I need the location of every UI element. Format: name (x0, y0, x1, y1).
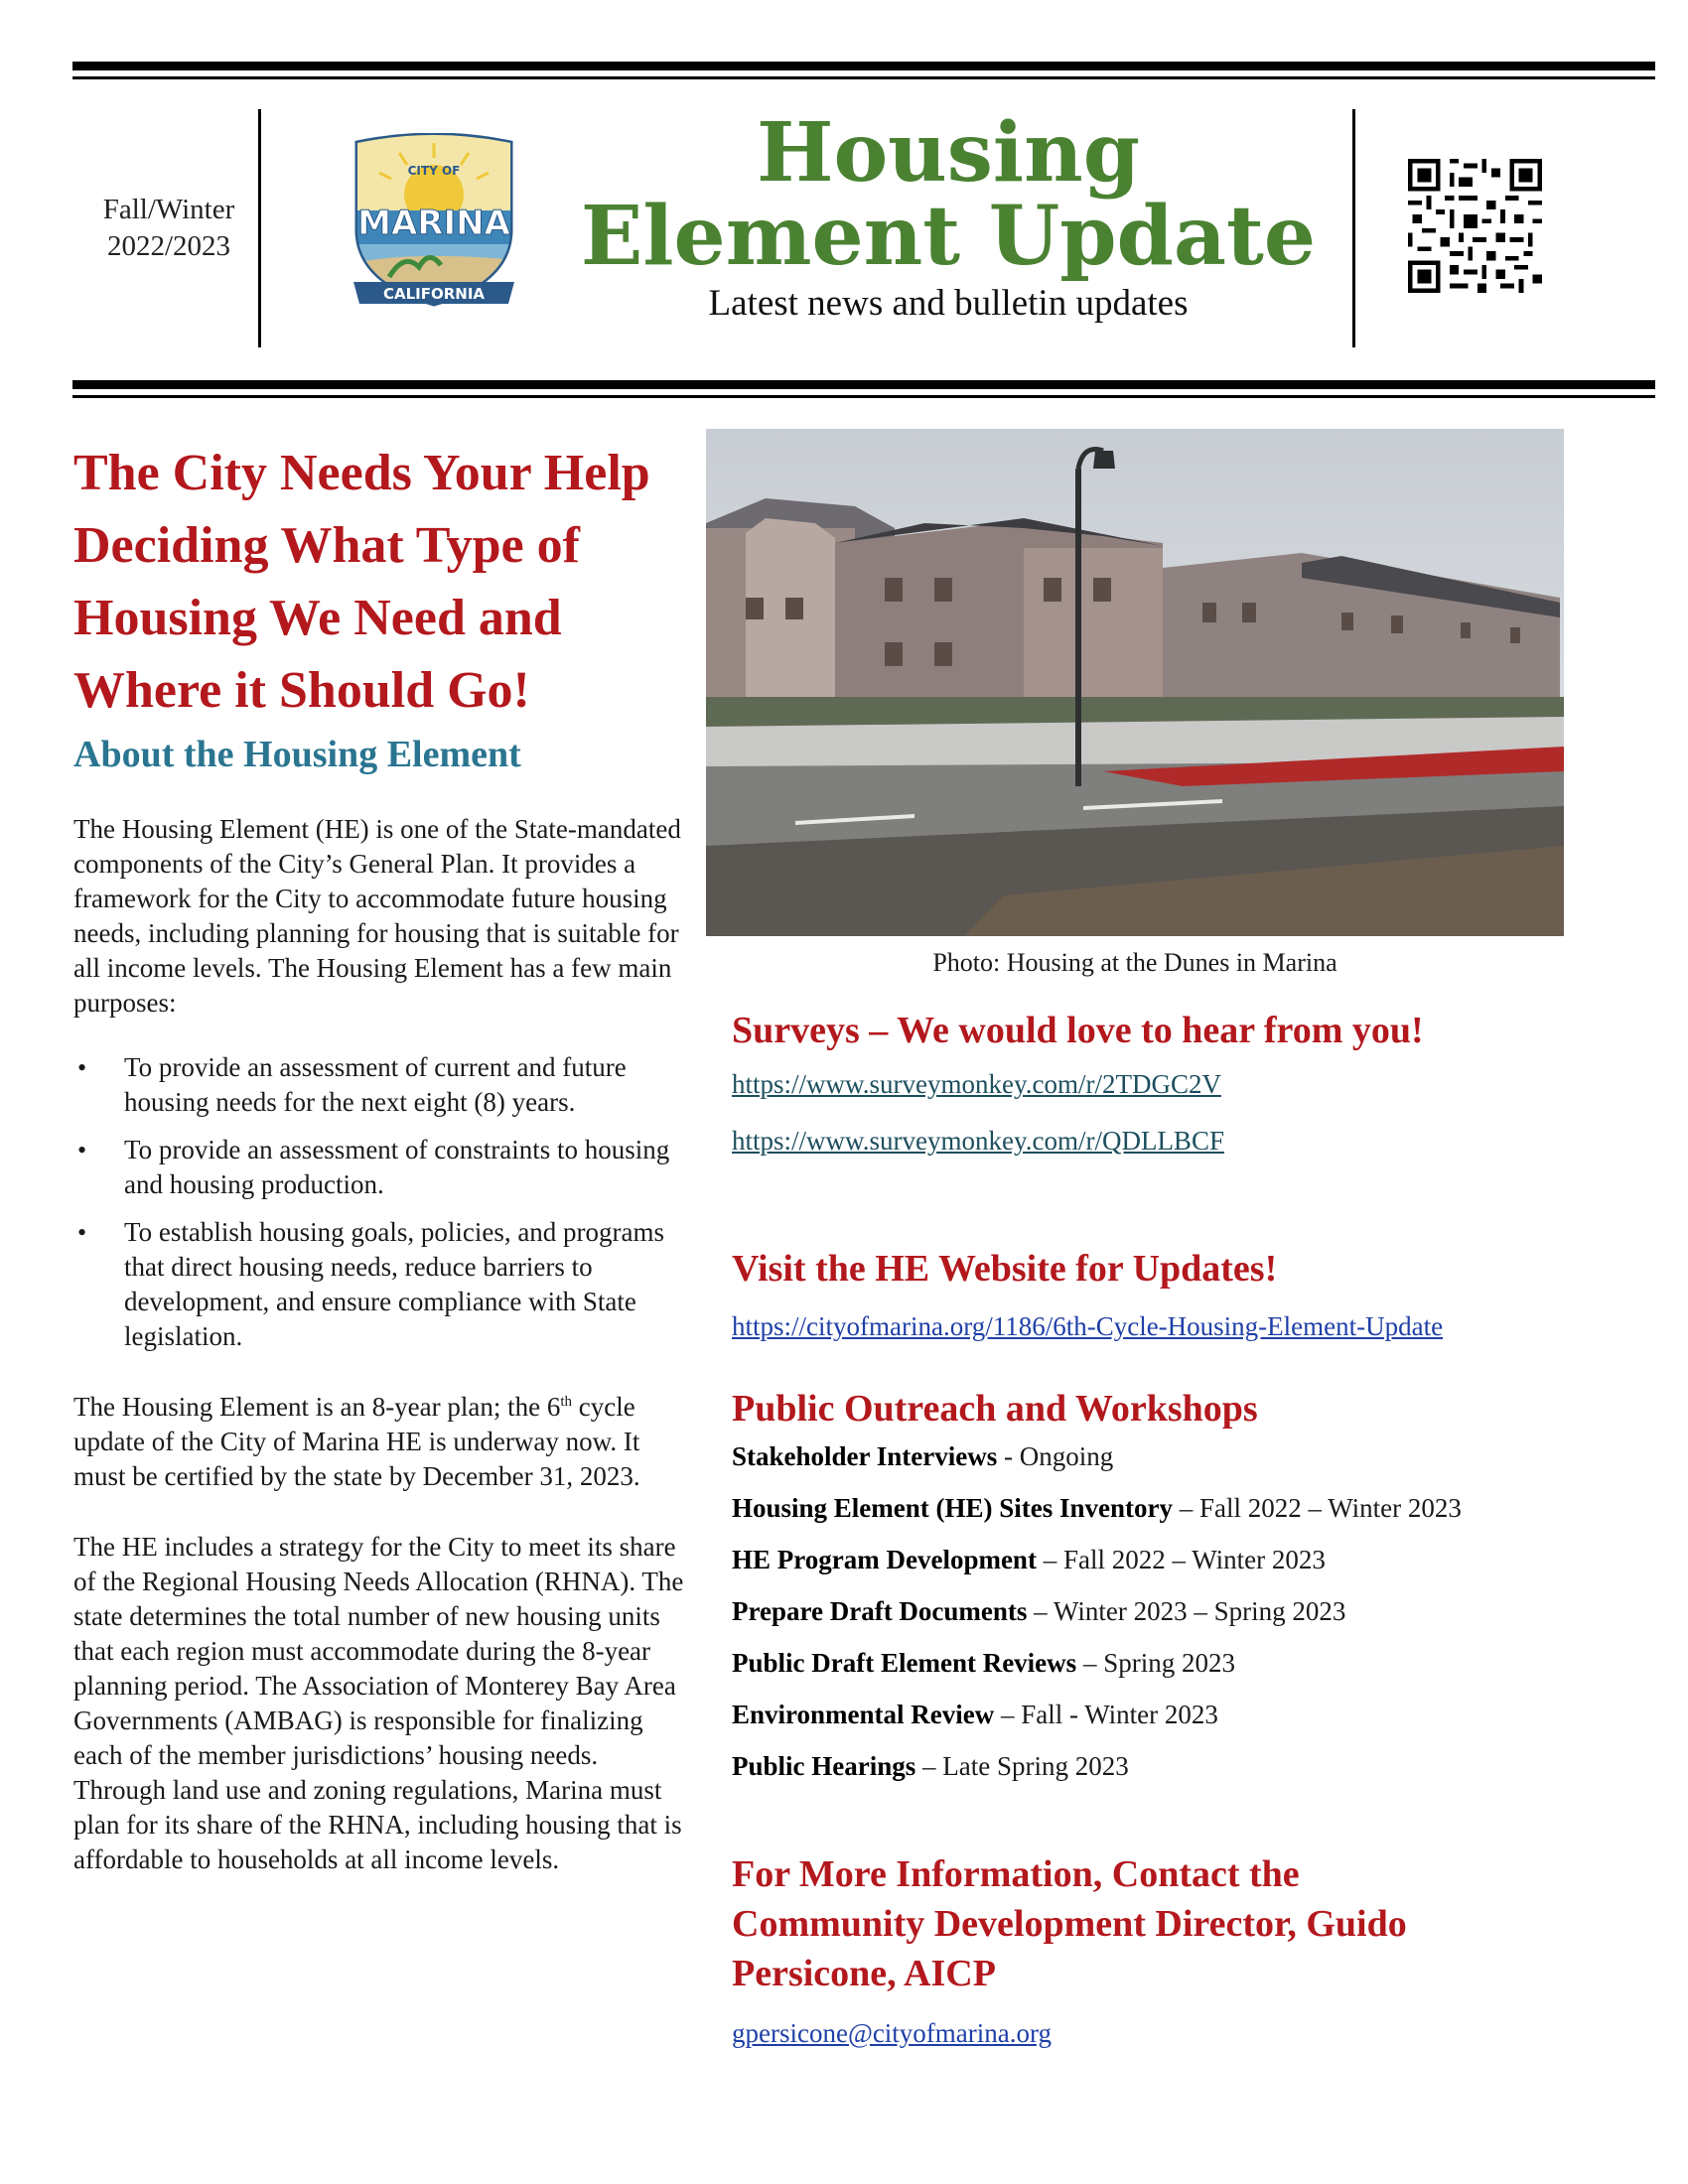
schedule-item: Prepare Draft Documents – Winter 2023 – Spring 2023 (732, 1596, 1346, 1626)
schedule-item: HE Program Development – Fall 2022 – Winter 2023 (732, 1545, 1326, 1574)
housing-photo (706, 429, 1564, 936)
header-top-rule (72, 62, 1655, 70)
edition-year: 2022/2023 (106, 230, 231, 262)
header-bottom-rule (72, 380, 1655, 389)
rhna-paragraph: The HE includes a strategy for the City to meet its share of the Regional Housing Needs Allocation (RHNA). The state determines the total number of new housing units that each region must accommodate during the 8-year planning period. The Association of Monterey Bay Area Governments (AMBAG) is responsible for finalizing each of the member jurisdictions’ housing needs. Through land use and zoning regulations, Marina must plan for its share of the RHNA, including housing that is affordable to households at all income levels. (73, 1532, 684, 1874)
surveys-heading: Surveys – We would love to hear from you! (732, 1010, 1424, 1051)
photo-caption: Photo: Housing at the Dunes in Marina (932, 948, 1337, 977)
website-heading: Visit the HE Website for Updates! (732, 1248, 1278, 1290)
header-divider-left (258, 109, 261, 347)
schedule-item: Public Draft Element Reviews – Spring 2023 (732, 1648, 1235, 1678)
list-item: • To provide an assessment of current and future housing needs for the next eight (8) years. (77, 1052, 627, 1117)
bullet-icon: • (77, 1218, 87, 1247)
bullet-icon: • (77, 1136, 87, 1164)
logo-marina: MARINA (357, 204, 510, 243)
outreach-heading: Public Outreach and Workshops (732, 1388, 1258, 1430)
logo-california: CALIFORNIA (382, 285, 486, 303)
main-headline: The City Needs Your Help Deciding What Type of Housing We Need and Where it Should Go! (73, 445, 650, 719)
header-top-rule-thin (72, 76, 1655, 79)
edition-season: Fall/Winter (102, 194, 235, 225)
cycle-paragraph: The Housing Element is an 8-year plan; the 6th cycle update of the City of Marina HE is underway now. It must be certified by the state by December 31, 2023. (73, 1392, 640, 1491)
bullet-icon: • (77, 1053, 87, 1082)
edition-label (79, 192, 258, 265)
about-heading: About the Housing Element (73, 734, 521, 775)
right-column (732, 1006, 1586, 2051)
list-item: • To provide an assessment of constraints to housing and housing production. (77, 1135, 670, 1199)
contact-email-link[interactable]: gpersicone@cityofmarina.org (732, 2018, 1053, 2048)
website-link[interactable]: https://cityofmarina.org/1186/6th-Cycle-Housing-Element-Update (732, 1311, 1444, 1341)
newsletter-title (536, 105, 1360, 284)
logo-city-of: CITY OF (407, 164, 461, 178)
survey-link-1[interactable]: https://www.surveymonkey.com/r/2TDGC2V (732, 1069, 1221, 1099)
qr-code[interactable] (1408, 159, 1542, 293)
list-item: • To establish housing goals, policies, and programs that direct housing needs, reduce barriers to development, and ensure compliance with State legislation. (77, 1217, 665, 1351)
intro-paragraph: The Housing Element (HE) is one of the State-mandated components of the City’s General Plan. It provides a framework for the City to accommodate future housing needs, including planning for housing that is suitable for all income levels. The Housing Element has a few main purposes: (73, 814, 681, 1018)
survey-link-2[interactable]: https://www.surveymonkey.com/r/QDLLBCF (732, 1126, 1224, 1156)
schedule-item: Stakeholder Interviews - Ongoing (732, 1441, 1114, 1471)
schedule-item: Housing Element (HE) Sites Inventory – Fall 2022 – Winter 2023 (732, 1493, 1462, 1523)
title-line-2: Element Update (580, 189, 1317, 284)
schedule-item: Environmental Review – Fall - Winter 2023 (732, 1700, 1218, 1729)
newsletter-subtitle: Latest news and bulletin updates (708, 283, 1189, 324)
city-of-marina-logo (350, 133, 518, 312)
header-bottom-rule-thin (72, 395, 1655, 398)
left-column (73, 437, 687, 1877)
outreach-schedule (732, 1439, 1586, 1784)
purposes-list (73, 1050, 687, 1354)
contact-heading: For More Information, Contact the Community Development Director, Guido Persicone, AICP (732, 1853, 1407, 1994)
title-line-1: Housing (756, 105, 1141, 201)
schedule-item: Public Hearings – Late Spring 2023 (732, 1751, 1129, 1781)
